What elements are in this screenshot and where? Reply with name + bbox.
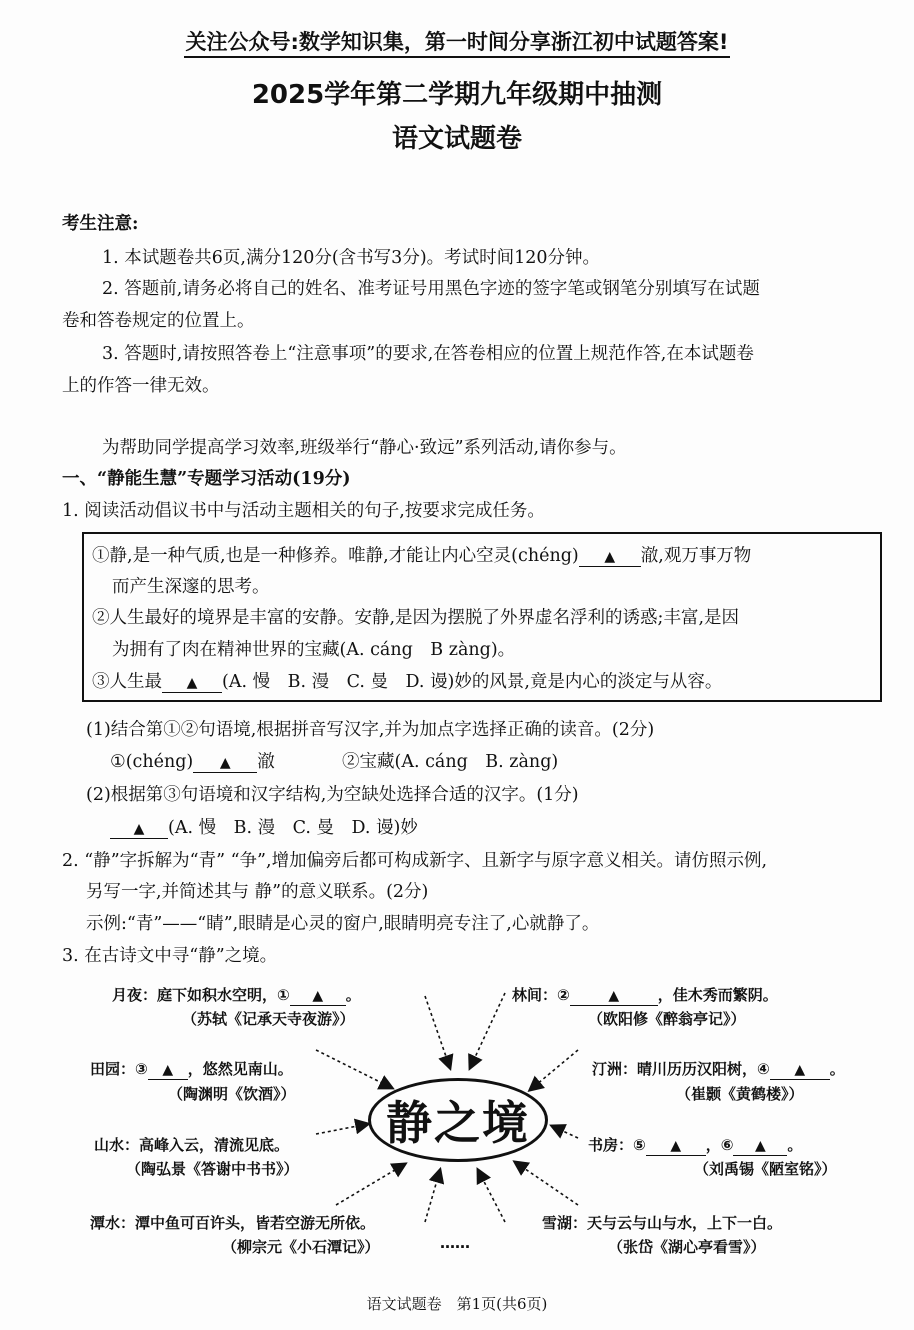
poem-xuehu: 雪湖：天与云与山与水，上下一白。 xyxy=(542,1214,783,1232)
poem-tanshui-source: （柳宗元《小石潭记》） xyxy=(222,1238,380,1256)
answer-blank[interactable]: ▲ xyxy=(733,1136,787,1156)
poem-yueye-source: （苏轼《记承天寺夜游》） xyxy=(182,1010,355,1028)
diagram-center: 静之境 xyxy=(368,1078,548,1162)
instruction-3a: 3. 答题时,请按照答卷上“注意事项”的要求,在答卷相应的位置上规范作答,在本试题卷 xyxy=(102,344,754,364)
poem-yueye: 月夜：庭下如积水空明，① ▲ 。 xyxy=(112,986,361,1004)
exam-subtitle: 语文试题卷 xyxy=(391,124,522,154)
question-2a: 2. “静”字拆解为“青” “争”,增加偏旁后都可构成新字、且新字与原字意义相关。请仿照示例, xyxy=(62,851,768,871)
arrow-tianyuan xyxy=(316,1050,392,1088)
arrow-tanshui xyxy=(336,1164,405,1205)
question-1: 1. 阅读活动倡议书中与活动主题相关的句子,按要求完成任务。 xyxy=(62,501,545,521)
arrow-yueye xyxy=(425,996,450,1068)
question-2-example: 示例:“青”——“睛”,眼睛是心灵的窗户,眼睛明亮专注了,心就静了。 xyxy=(86,914,600,934)
question-3: 3. 在古诗文中寻“静”之境。 xyxy=(62,946,278,966)
answer-blank[interactable]: ▲ xyxy=(148,1060,188,1080)
instruction-3b: 上的作答一律无效。 xyxy=(62,376,220,396)
answer-blank[interactable]: ▲ xyxy=(290,986,346,1006)
question-2b: 另写一字,并简述其与 静”的意义联系。(2分) xyxy=(86,882,429,902)
page-footer: 语文试题卷 第1页(共6页) xyxy=(366,1295,548,1313)
box-line-3: ②人生最好的境界是丰富的安静。安静,是因为摆脱了外界虚名浮利的诱惑;丰富,是因 xyxy=(92,608,740,628)
answer-blank[interactable]: ▲ xyxy=(110,819,168,839)
poem-linjian-source: （欧阳修《醉翁亭记》） xyxy=(588,1010,746,1028)
arrow-tingzhou xyxy=(530,1050,578,1090)
box-line-1: ①静,是一种气质,也是一种修养。唯静,才能让内心空灵(chéng) ▲ 澈,观万事万物 xyxy=(92,546,752,566)
answer-blank[interactable]: ▲ xyxy=(579,547,641,567)
poem-tanshui: 潭水：潭中鱼可百许头，皆若空游无所依。 xyxy=(90,1214,376,1232)
arrow-linjian xyxy=(470,993,505,1068)
arrow-bottom-left xyxy=(425,1170,440,1222)
question-1-2a: ▲ (A. 慢 B. 漫 C. 曼 D. 谩)妙 xyxy=(110,814,418,839)
section1-heading: 一、“静能生慧”专题学习活动(19分) xyxy=(62,469,351,489)
poem-shanshui: 山水：高峰入云，清流见底。 xyxy=(94,1136,290,1154)
answer-blank[interactable]: ▲ xyxy=(770,1060,830,1080)
poem-linjian: 林间：② ▲ ，佳木秀而繁阴。 xyxy=(512,986,778,1004)
instruction-1: 1. 本试题卷共6页,满分120分(含书写3分)。考试时间120分钟。 xyxy=(102,248,601,268)
box-line-2: 而产生深邃的思考。 xyxy=(112,577,270,597)
poem-tianyuan: 田园：③ ▲ ，悠然见南山。 xyxy=(90,1060,293,1078)
question-1-1a: ①(chéng) ▲ 澈 xyxy=(110,752,275,772)
poem-tianyuan-source: （陶渊明《饮酒》） xyxy=(168,1085,296,1103)
question-1-1: (1)结合第①②句语境,根据拼音写汉字,并为加点字选择正确的读音。(2分) xyxy=(86,720,655,740)
exam-title: 2025学年第二学期九年级期中抽测 xyxy=(251,80,663,110)
box-line-5: ③人生最 ▲ (A. 慢 B. 漫 C. 曼 D. 谩)妙的风景,竟是内心的淡定与从容。 xyxy=(92,672,723,692)
poem-shufang: 书房：⑤ ▲ ，⑥ ▲ 。 xyxy=(588,1136,803,1154)
instruction-2a: 2. 答题前,请务必将自己的姓名、准考证号用黑色字迹的签字笔或钢笔分别填写在试题 xyxy=(102,279,760,299)
question-1-1b: ②宝藏(A. cáng B. zàng) xyxy=(342,752,559,772)
arrow-shanshui xyxy=(316,1124,368,1134)
arrow-bottom-right xyxy=(478,1170,505,1222)
instructions-heading: 考生注意: xyxy=(62,214,139,234)
question-1-2: (2)根据第③句语境和汉字结构,为空缺处选择合适的汉字。(1分) xyxy=(86,785,579,805)
answer-blank[interactable]: ▲ xyxy=(193,753,257,773)
box-line-4: 为拥有了肉在精神世界的宝藏(A. cáng B zàng)。 xyxy=(112,640,516,660)
answer-blank[interactable]: ▲ xyxy=(646,1136,706,1156)
answer-blank[interactable]: ▲ xyxy=(570,986,658,1006)
poem-tingzhou: 汀洲：晴川历历汉阳树，④ ▲ 。 xyxy=(592,1060,845,1078)
diagram-ellipsis: …… xyxy=(440,1234,470,1252)
intro-text: 为帮助同学提高学习效率,班级举行“静心·致远”系列活动,请你参与。 xyxy=(102,438,627,458)
poem-shufang-source: （刘禹锡《陋室铭》） xyxy=(694,1160,837,1178)
poem-tingzhou-source: （崔颢《黄鹤楼》） xyxy=(676,1085,804,1103)
poem-xuehu-source: （张岱《湖心亭看雪》） xyxy=(608,1238,766,1256)
arrow-xuehu xyxy=(515,1162,578,1205)
poem-shanshui-source: （陶弘景《答谢中书书》） xyxy=(126,1160,299,1178)
instruction-2b: 卷和答卷规定的位置上。 xyxy=(62,311,255,331)
arrow-shufang xyxy=(552,1126,578,1138)
notice-banner: 关注公众号:数学知识集，第一时间分享浙江初中试题答案! xyxy=(0,26,914,56)
answer-blank[interactable]: ▲ xyxy=(162,673,222,693)
